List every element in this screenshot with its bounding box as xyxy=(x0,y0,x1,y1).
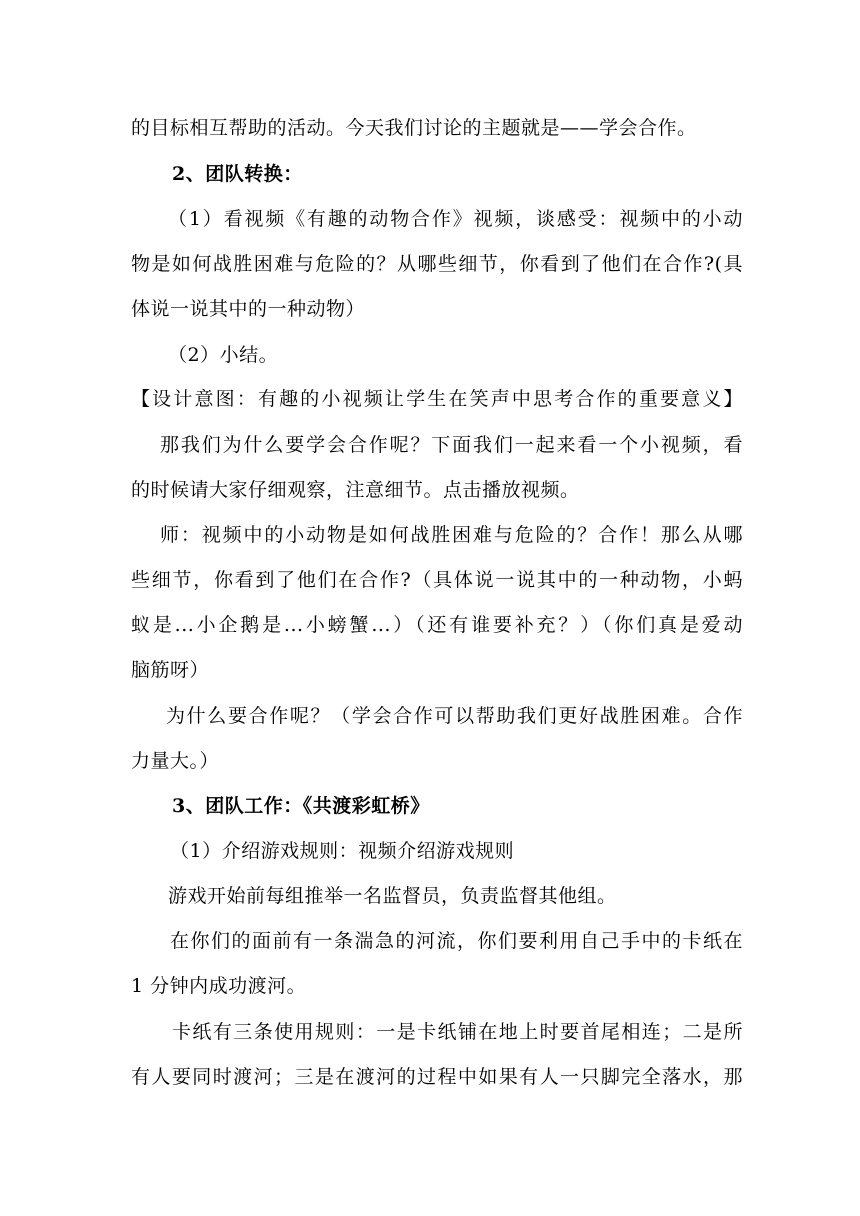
paragraph-line: 蚁是...小企鹅是...小螃蟹...）（还有谁要补充？）（你们真是爱动 xyxy=(131,614,743,636)
paragraph-line: 有人要同时渡河；三是在渡河的过程中如果有人一只脚完全落水，那 xyxy=(131,1066,743,1088)
paragraph-line: 为什么要合作呢？（学会合作可以帮助我们更好战胜困难。合作 xyxy=(166,705,743,727)
paragraph-line: （1）介绍游戏规则：视频介绍游戏规则 xyxy=(170,840,515,862)
paragraph-line: 1 分钟内成功渡河。 xyxy=(131,975,307,997)
paragraph-line: 在你们的面前有一条湍急的河流，你们要利用自己手中的卡纸在 xyxy=(170,930,743,952)
paragraph-line: （1）看视频《有趣的动物合作》视频，谈感受：视频中的小动 xyxy=(168,208,743,230)
paragraph-line: 物是如何战胜困难与危险的？从哪些细节，你看到了他们在合作?(具 xyxy=(131,253,743,275)
paragraph-line: 体说一说其中的一种动物） xyxy=(131,298,366,320)
design-intent-note: 【设计意图：有趣的小视频让学生在笑声中思考合作的重要意义】 xyxy=(131,388,743,410)
paragraph-line: 些细节，你看到了他们在合作?（具体说一说其中的一种动物，小蚂 xyxy=(131,569,743,591)
paragraph-line: 游戏开始前每组推举一名监督员，负责监督其他组。 xyxy=(168,885,617,907)
paragraph-line: 卡纸有三条使用规则：一是卡纸铺在地上时要首尾相连；二是所 xyxy=(172,1021,743,1043)
section-heading: 2、团队转换： xyxy=(172,163,303,185)
paragraph-line: 的时候请大家仔细观察，注意细节。点击播放视频。 xyxy=(131,479,580,501)
section-heading: 3、团队工作：《共渡彩虹桥》 xyxy=(172,795,430,817)
paragraph-line: 力量大。） xyxy=(131,750,220,772)
paragraph-line: 的目标相互帮助的活动。今天我们讨论的主题就是——学会合作。 xyxy=(131,117,697,139)
paragraph-line: 那我们为什么要学会合作呢？下面我们一起来看一个小视频，看 xyxy=(160,434,743,456)
paragraph-line: 师：视频中的小动物是如何战胜困难与危险的？合作！那么从哪 xyxy=(160,524,743,546)
paragraph-line: 脑筋呀） xyxy=(131,659,210,681)
paragraph-line: （2）小结。 xyxy=(168,344,279,366)
